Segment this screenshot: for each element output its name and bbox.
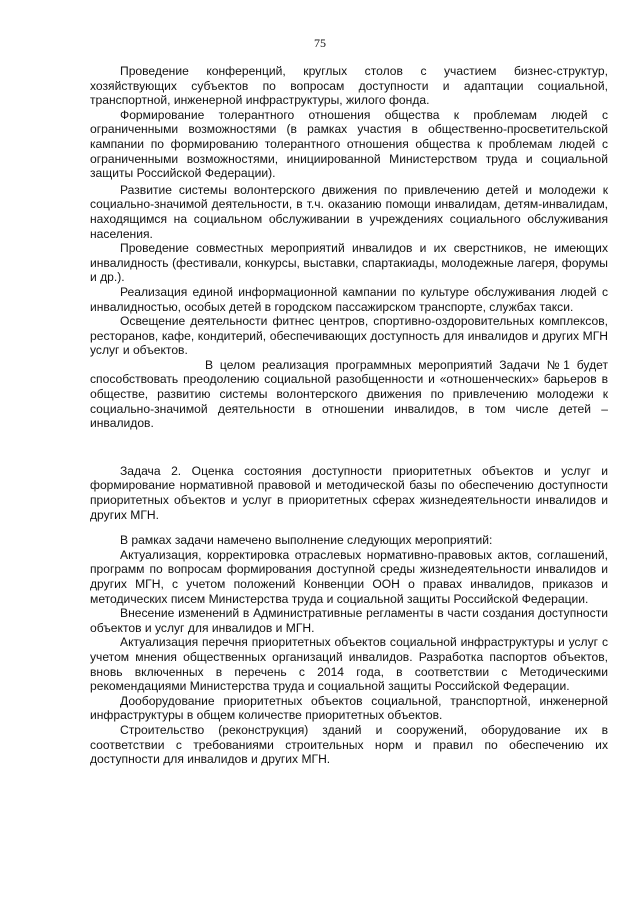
page-number: 75	[314, 36, 326, 50]
task2-heading: Задача 2. Оценка состояния доступности приоритетных объектов и услуг и формирование нормативной правовой и методической базы по обеспечению доступности приоритетных объектов и услуг в приоритетных сферах жизнедеятельности инвалидов и других МГН.	[90, 463, 608, 522]
task2-intro: В рамках задачи намечено выполнение следующих мероприятий:	[120, 533, 493, 548]
paragraph-joint-events: Проведение совместных мероприятий инвалидов и их сверстников, не имеющих инвалидность (фестивали, конкурсы, выставки, спартакиады, молодежные лагеря, форумы и др.).	[90, 241, 608, 285]
paragraph-coverage: Освещение деятельности фитнес центров, спортивно-оздоровительных комплексов, ресторанов, кафе, кондитерий, обеспечивающих доступность для инвалидов и других МГН услуг и объектов.	[90, 314, 608, 358]
task2-item-equipment: Дооборудование приоритетных объектов социальной, транспортной, инженерной инфраструктуры в общем количестве приоритетных объектов.	[90, 693, 608, 723]
task1-summary: В целом реализация программных мероприятий Задачи №1 будет способствовать преодолению социальной разобщенности и «отношенческих» барьеров в обществе, развитию системы волонтерского движения по привлечению молодежи к социально-значимой деятельности в отношении инвалидов, в том числе детей – инвалидов.	[90, 357, 608, 431]
page-content	[90, 64, 608, 767]
task2-item-regulations: Внесение изменений в Административные регламенты в части создания доступности объектов и услуг для инвалидов и МГН.	[90, 606, 608, 635]
task2-item-actualization: Актуализация, корректировка отраслевых нормативно-правовых актов, соглашений, программ по вопросам формирования доступной среды жизнедеятельности инвалидов и других МГН, с учетом положений Конвенции ООН о правах инвалидов, приказов и методических писем Министерства труда и социальной защиты Российской Федерации.	[90, 547, 608, 606]
paragraph-volunteer: Развитие системы волонтерского движения по привлечению детей и молодежи к социально-значимой деятельности, в т.ч. оказанию помощи инвалидам, детям-инвалидам, находящимся на социальном обслуживании в учреждениях социального обслуживания населения.	[90, 182, 608, 241]
paragraph-tolerance: Формирование толерантного отношения общества к проблемам людей с ограниченными возможностями (в рамках участия в общественно-просветительской кампании по формированию толерантного отношения общества к проблемам людей с ограниченными возможностями, инициированной Министерством труда и социальной защиты Российской Федерации).	[90, 107, 608, 181]
task2-item-priority-list: Актуализация перечня приоритетных объектов социальной инфраструктуры и услуг с учетом мнения общественных организаций инвалидов. Разработка паспортов объектов, вновь включенных в перечень с 2014 года, в соответствии с Методическими рекомендациями Министерства труда и социальной защиты Российской Федерации.	[90, 635, 608, 694]
task2-item-construction: Строительство (реконструкция) зданий и сооружений, оборудование их в соответствии с требованиями строительных норм и правил по обеспечению их доступности для инвалидов и других МГН.	[90, 722, 608, 767]
paragraph-conferences: Проведение конференций, круглых столов с участием бизнес-структур, хозяйствующих субъектов по вопросам доступности и адаптации социальной, транспортной, инженерной инфраструктуры, жилого фонда.	[90, 64, 608, 108]
paragraph-info-campaign: Реализация единой информационной кампании по культуре обслуживания людей с инвалидностью, особых детей в городском пассажирском транспорте, службах такси.	[90, 284, 608, 314]
